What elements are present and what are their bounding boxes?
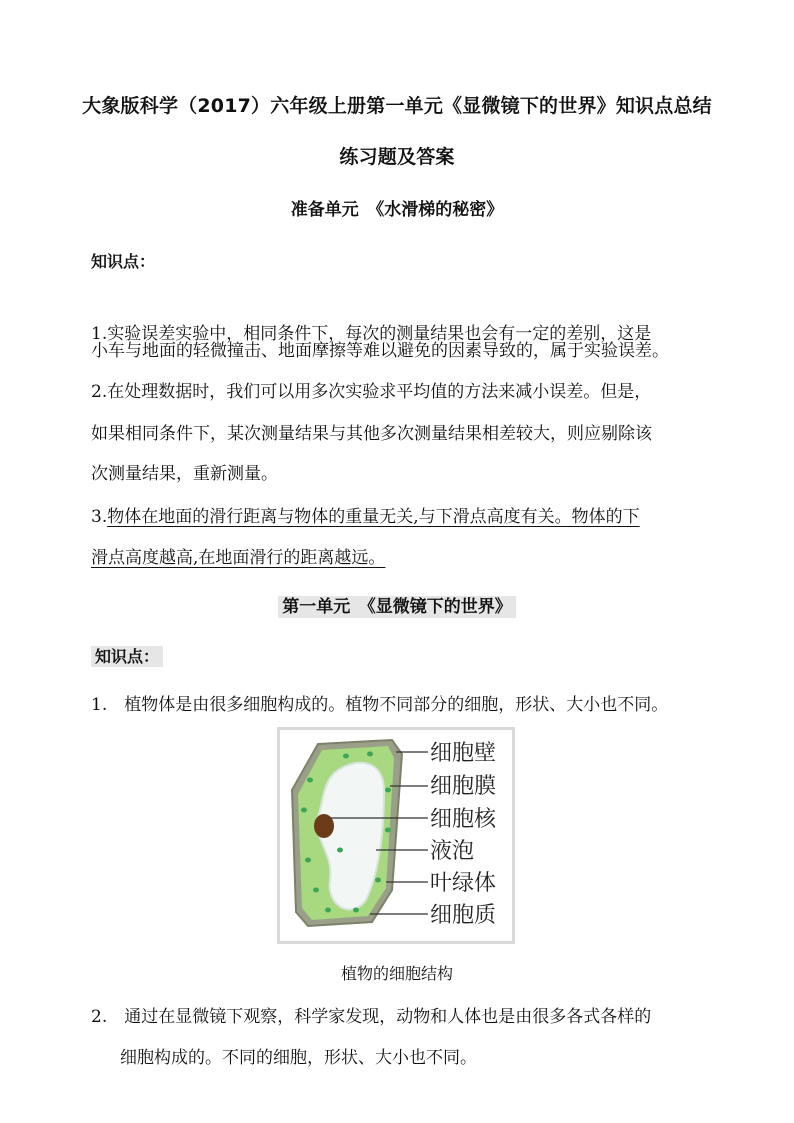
prep-point3-line2 [91,543,385,568]
prep-point3-text1: 物体在地面的滑行距离与物体的重量无关,与下滑点高度有关。物体的下 [107,507,640,527]
prep-line-3: 2.在处理数据时，我们可以用多次实验求平均值的方法来减小误差。但是， [91,382,652,402]
document-title-line1: 大象版科学（2017）六年级上册第一单元《显微镜下的世界》知识点总结 [82,95,712,117]
unit1-points-label [91,644,163,667]
figure-caption: 植物的细胞结构 [340,964,453,983]
unit1-heading-text: 第一单元 《显微镜下的世界》 [278,596,516,618]
label-cell-wall: 细胞壁 [430,741,497,766]
prep-line-1: 1.实验误差实验中，相同条件下，每次的测量结果也会有一定的差别，这是 [91,324,652,344]
prep-unit-heading: 准备单元 《水滑梯的秘密》 [290,200,504,220]
prep-line-5: 次测量结果，重新测量。 [91,464,278,484]
prep-point3-number: 3. [91,507,108,527]
label-vacuole: 液泡 [430,839,475,864]
document-title-line2: 练习题及答案 [339,146,455,168]
prep-line-2: 小车与地面的轻微撞击、地面摩擦等难以避免的因素导致的，属于实验误差。 [91,341,669,361]
label-cytoplasm: 细胞质 [430,903,497,928]
plant-cell-diagram [280,730,512,941]
label-chloroplast: 叶绿体 [430,871,497,896]
unit1-point1: 1. 植物体是由很多细胞构成的。植物不同部分的细胞，形状、大小也不同。 [91,695,669,715]
prep-unit-points-label: 知识点： [91,252,156,271]
unit1-heading [0,592,794,617]
label-nucleus: 细胞核 [430,807,497,832]
prep-point3-line1 [91,502,640,527]
unit1-point2-line2: 细胞构成的。不同的细胞，形状、大小也不同。 [120,1048,477,1068]
unit1-points-label-text: 知识点： [91,646,163,667]
label-cell-membrane: 细胞膜 [430,774,497,799]
prep-point3-text2: 滑点高度越高,在地面滑行的距离越远。 [91,548,386,568]
unit1-point2-line1: 2. 通过在显微镜下观察，科学家发现，动物和人体也是由很多各式各样的 [91,1007,652,1027]
plant-cell-figure [277,727,515,944]
prep-line-4: 如果相同条件下，某次测量结果与其他多次测量结果相差较大，则应剔除该 [91,424,652,444]
